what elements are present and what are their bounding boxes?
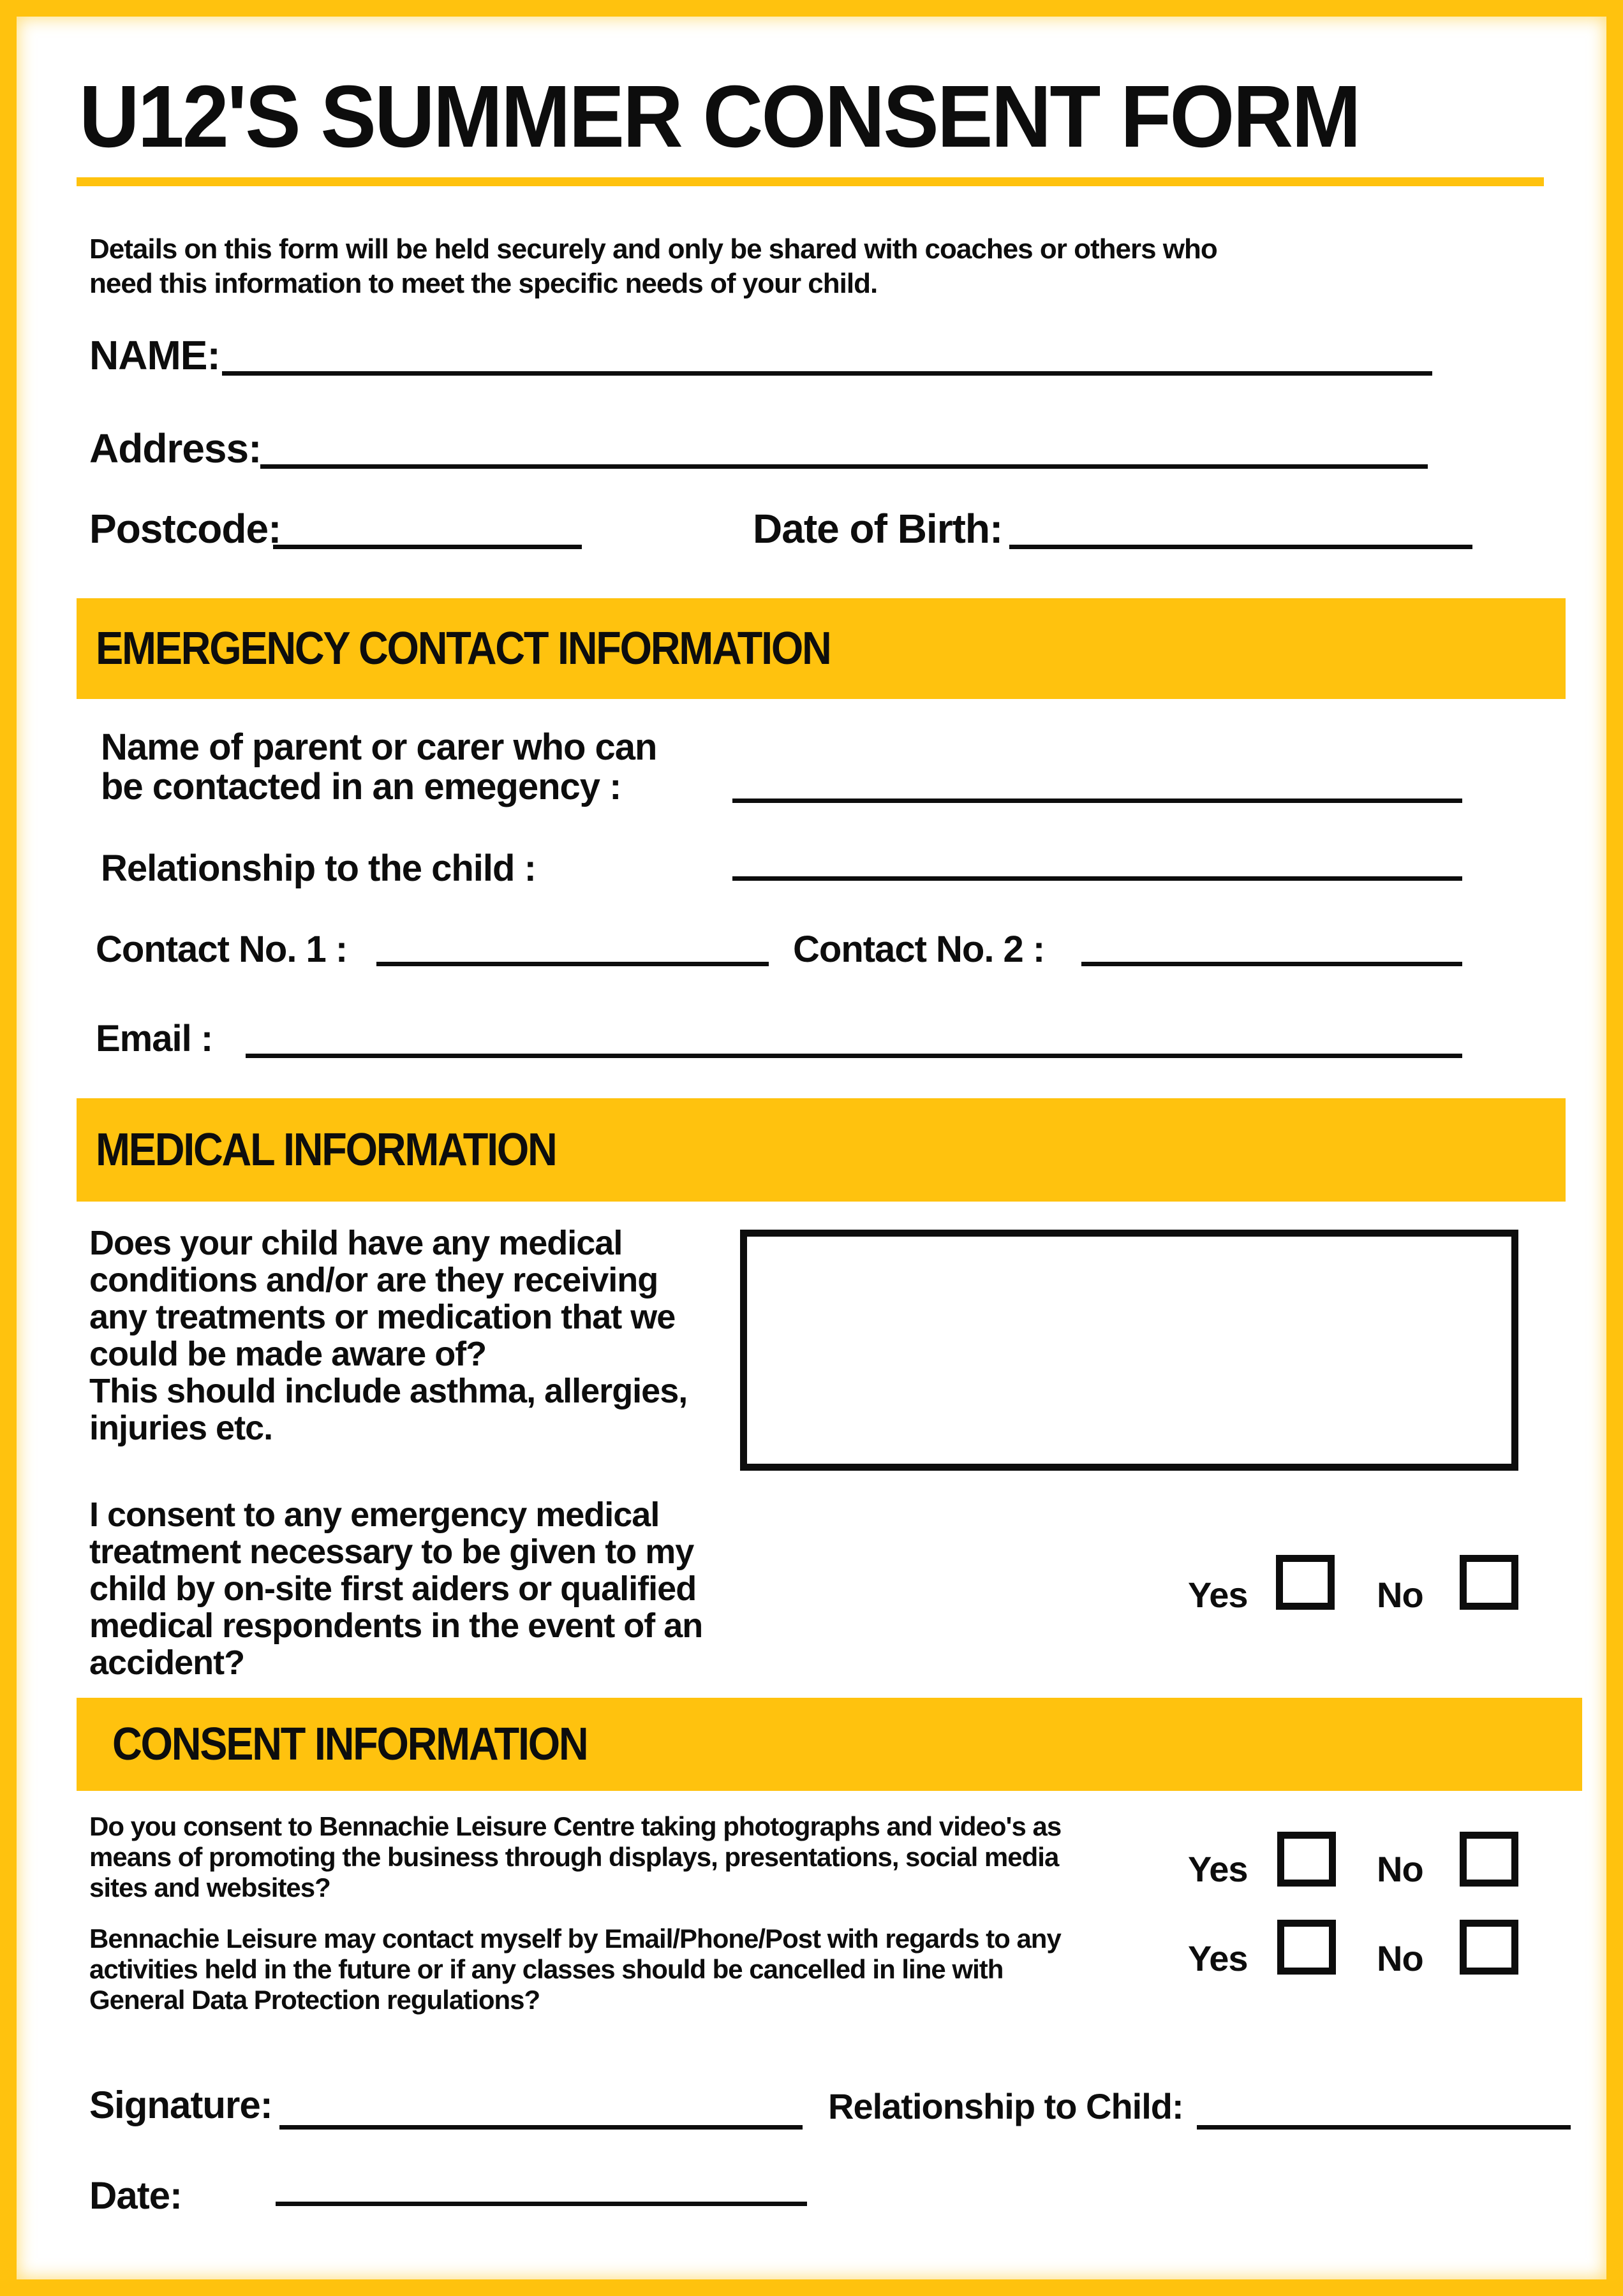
treatment-yes-checkbox[interactable] [1276,1555,1335,1610]
treatment-question-line5: accident? [89,1644,245,1682]
date-label: Date: [89,2174,182,2217]
treatment-question-line1: I consent to any emergency medical [89,1496,660,1534]
medical-conditions-answer-box[interactable] [740,1230,1518,1471]
signature-input-line[interactable] [279,2125,803,2130]
photo-no-checkbox[interactable] [1460,1832,1518,1887]
contact-question-line1: Bennachie Leisure may contact myself by Email/Phone/Post with regards to any [89,1924,1061,1954]
photo-question-line1: Do you consent to Bennachie Leisure Centre taking photographs and video's as [89,1811,1062,1841]
title-underline [77,177,1544,186]
date-input-line[interactable] [276,2202,807,2206]
contact-question-line2: activities held in the future or if any classes should be cancelled in line with [89,1954,1004,1984]
medical-section-heading: MEDICAL INFORMATION [96,1124,556,1175]
treatment-question-line2: treatment necessary to be given to my [89,1533,694,1571]
parent-name-input-line[interactable] [732,798,1462,803]
contact1-input-line[interactable] [376,962,769,966]
contact-yes-label: Yes [1188,1938,1248,1978]
intro-text-line1: Details on this form will be held securely and only be shared with coaches or others who [89,233,1217,265]
medical-question-line5: This should include asthma, allergies, [89,1372,688,1410]
contact-no-label: No [1377,1938,1423,1978]
contact-question-line3: General Data Protection regulations? [89,1985,540,2015]
relationship-to-child-input-line[interactable] [1197,2125,1571,2130]
emergency-section-heading: EMERGENCY CONTACT INFORMATION [96,623,831,674]
dob-input-line[interactable] [1009,545,1472,549]
contact-no-checkbox[interactable] [1460,1920,1518,1975]
medical-question-line1: Does your child have any medical [89,1224,623,1262]
parent-name-label-line2: be contacted in an emegency : [101,766,621,807]
page-title: U12'S SUMMER CONSENT FORM [79,68,1360,166]
emergency-section-banner [77,598,1566,699]
postcode-label: Postcode: [89,506,281,552]
treatment-no-checkbox[interactable] [1460,1555,1518,1610]
name-input-line[interactable] [222,371,1432,376]
medical-section-banner [77,1098,1566,1202]
email-label: Email : [96,1018,213,1059]
medical-question-line3: any treatments or medication that we [89,1298,676,1336]
photo-question-line2: means of promoting the business through displays, presentations, social media [89,1842,1059,1872]
email-input-line[interactable] [246,1054,1462,1058]
relationship-child-input-line[interactable] [732,876,1462,881]
address-input-line[interactable] [260,464,1428,469]
consent-section-heading: CONSENT INFORMATION [112,1719,588,1770]
medical-question-line2: conditions and/or are they receiving [89,1261,658,1299]
signature-label: Signature: [89,2084,272,2126]
photo-yes-label: Yes [1188,1849,1248,1889]
photo-question-line3: sites and websites? [89,1873,330,1902]
relationship-to-child-label: Relationship to Child: [828,2086,1183,2126]
intro-text-line2: need this information to meet the specific needs of your child. [89,268,878,299]
contact2-input-line[interactable] [1081,962,1462,966]
photo-no-label: No [1377,1849,1423,1889]
contact-yes-checkbox[interactable] [1277,1920,1336,1975]
medical-question-line6: injuries etc. [89,1409,273,1447]
dob-label: Date of Birth: [753,506,1003,552]
name-label: NAME: [89,332,220,378]
treatment-no-label: No [1377,1575,1423,1615]
photo-yes-checkbox[interactable] [1277,1832,1336,1887]
treatment-yes-label: Yes [1188,1575,1248,1615]
treatment-question-line4: medical respondents in the event of an [89,1607,703,1645]
contact1-label: Contact No. 1 : [96,929,348,970]
relationship-child-label: Relationship to the child : [101,848,536,889]
parent-name-label-line1: Name of parent or carer who can [101,726,657,768]
treatment-question-line3: child by on-site first aiders or qualified [89,1570,697,1608]
contact2-label: Contact No. 2 : [793,929,1045,970]
address-label: Address: [89,425,262,471]
postcode-input-line[interactable] [273,545,582,549]
consent-section-banner [77,1698,1582,1791]
medical-question-line4: could be made aware of? [89,1335,487,1373]
